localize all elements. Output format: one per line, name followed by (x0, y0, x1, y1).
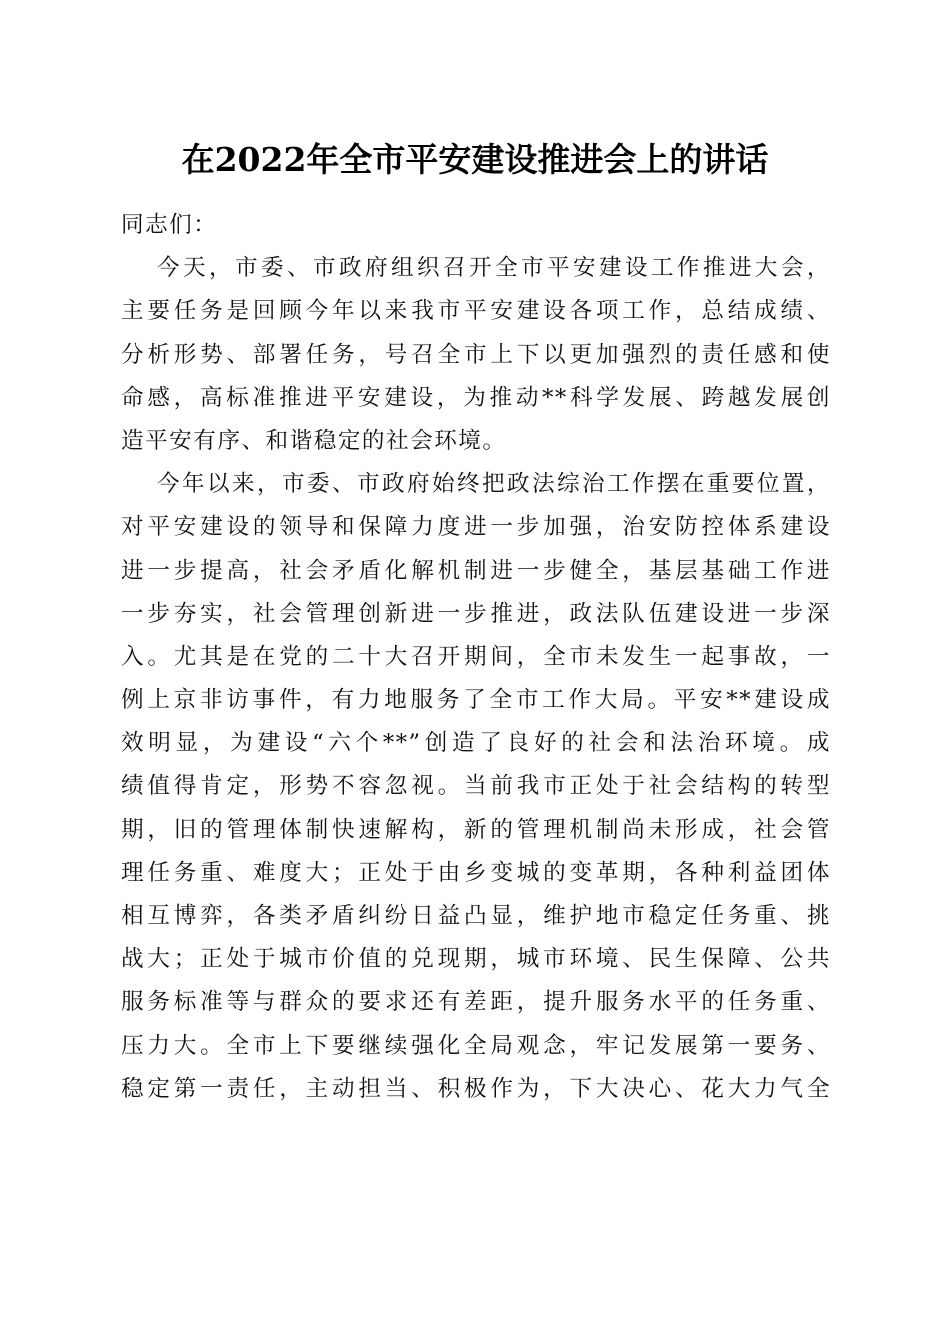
paragraph-line: 压力大。全市上下要继续强化全局观念，牢记发展第一要务、 (121, 1032, 831, 1059)
salutation: 同志们： (121, 212, 218, 238)
paragraph-line: 战大；正处于城市价值的兑现期，城市环境、民生保障、公共 (121, 946, 831, 973)
paragraph-line: 进一步提高，社会矛盾化解机制进一步健全，基层基础工作进 (121, 557, 831, 584)
paragraph-line: 相互博弈，各类矛盾纠纷日益凸显，维护地市稳定任务重、挑 (121, 903, 831, 929)
paragraph-line: 造平安有序、和谐稳定的社会环境。 (121, 427, 507, 454)
paragraph-line: 主要任务是回顾今年以来我市平安建设各项工作，总结成绩、 (121, 298, 831, 325)
document-title: 在2022年全市平安建设推进会上的讲话 (181, 140, 769, 179)
paragraph-2 (121, 463, 831, 1111)
paragraph-line: 一步夯实，社会管理创新进一步推进，政法队伍建设进一步深 (121, 600, 831, 627)
document-body (121, 204, 831, 1111)
paragraph-line: 命感，高标准推进平安建设，为推动**科学发展、跨越发展创 (121, 384, 831, 411)
paragraph-line: 今天，市委、市政府组织召开全市平安建设工作推进大会， (157, 255, 831, 282)
paragraph-line: 分析形势、部署任务，号召全市上下以更加强烈的责任感和使 (121, 341, 831, 368)
paragraph-line: 今年以来，市委、市政府始终把政法综治工作摆在重要位置， (157, 471, 831, 498)
paragraph-line: 期，旧的管理体制快速解构，新的管理机制尚未形成，社会管 (121, 816, 831, 843)
paragraph-line: 入。尤其是在党的二十大召开期间，全市未发生一起事故，一 (121, 643, 831, 670)
paragraph-line: 稳定第一责任，主动担当、积极作为，下大决心、花大力气全 (121, 1075, 831, 1102)
paragraph-line: 对平安建设的领导和保障力度进一步加强，治安防控体系建设 (121, 514, 831, 541)
paragraph-line: 例上京非访事件，有力地服务了全市工作大局。平安**建设成 (121, 687, 831, 714)
paragraph-line: 效明显，为建设“六个**”创造了良好的社会和法治环境。成 (121, 730, 831, 757)
paragraph-line: 理任务重、难度大；正处于由乡变城的变革期，各种利益团体 (121, 859, 831, 886)
paragraph-line: 绩值得肯定，形势不容忽视。当前我市正处于社会结构的转型 (121, 773, 831, 800)
paragraph-1 (121, 247, 831, 463)
paragraph-line: 服务标准等与群众的要求还有差距，提升服务水平的任务重、 (121, 989, 831, 1016)
